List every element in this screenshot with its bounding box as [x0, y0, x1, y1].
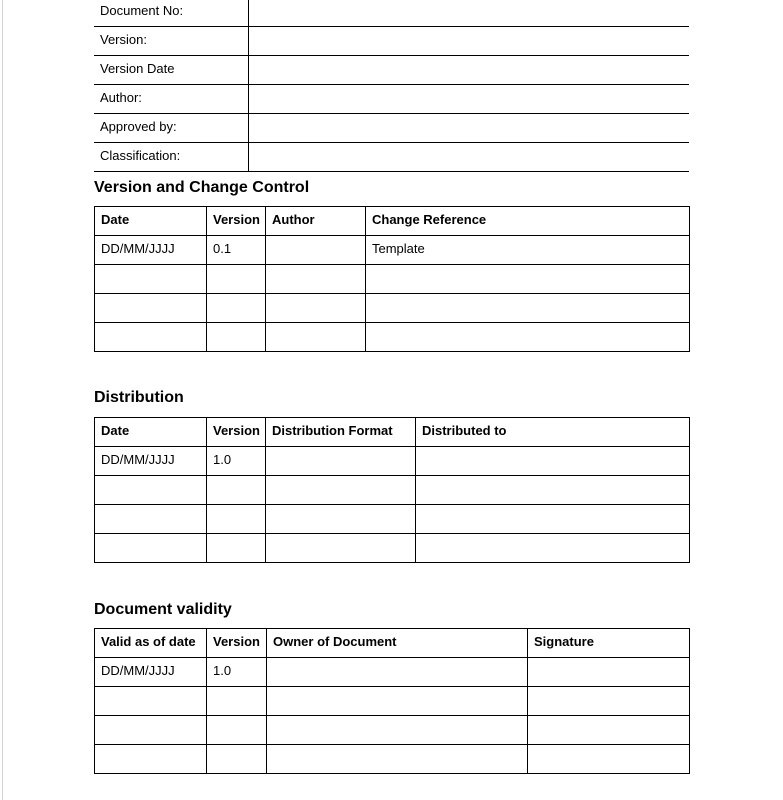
table-cell[interactable]: DD/MM/JJJJ [95, 447, 207, 476]
table-cell[interactable]: 1.0 [207, 447, 266, 476]
table-row [95, 716, 690, 745]
header-valid-as-of-date: Valid as of date [95, 629, 207, 658]
table-row [94, 143, 689, 172]
table-row [94, 85, 689, 114]
info-label-author: Author: [94, 85, 248, 114]
table-cell[interactable]: Template [366, 236, 690, 265]
table-cell[interactable] [266, 476, 416, 505]
table-cell[interactable] [95, 716, 207, 745]
header-version: Version [207, 629, 267, 658]
info-value-document-no[interactable] [248, 0, 689, 27]
table-cell[interactable] [95, 505, 207, 534]
header-change-reference: Change Reference [366, 207, 690, 236]
table-row [95, 323, 690, 352]
table-row [94, 27, 689, 56]
table-cell[interactable] [266, 505, 416, 534]
section-heading-distribution: Distribution [94, 389, 184, 406]
table-cell[interactable] [207, 323, 266, 352]
table-row [95, 505, 690, 534]
table-cell[interactable] [95, 476, 207, 505]
info-value-classification[interactable] [248, 143, 689, 172]
table-row [95, 447, 690, 476]
table-row [94, 0, 689, 27]
table-cell[interactable] [266, 294, 366, 323]
table-cell[interactable] [95, 265, 207, 294]
header-date: Date [95, 207, 207, 236]
header-distribution-format: Distribution Format [266, 418, 416, 447]
table-cell[interactable] [207, 294, 266, 323]
page-left-edge [2, 0, 3, 800]
document-info-table [94, 0, 689, 172]
table-cell[interactable] [416, 447, 690, 476]
table-cell[interactable] [207, 716, 267, 745]
table-row [95, 265, 690, 294]
table-cell[interactable]: DD/MM/JJJJ [95, 658, 207, 687]
table-row [94, 114, 689, 143]
table-row [95, 745, 690, 774]
table-cell[interactable] [95, 323, 207, 352]
table-cell[interactable] [266, 534, 416, 563]
table-cell[interactable] [266, 447, 416, 476]
table-row [95, 476, 690, 505]
table-cell[interactable] [416, 476, 690, 505]
table-cell[interactable] [95, 687, 207, 716]
table-cell[interactable] [267, 658, 528, 687]
table-cell[interactable] [266, 265, 366, 294]
table-cell[interactable] [366, 294, 690, 323]
info-value-version[interactable] [248, 27, 689, 56]
table-cell[interactable] [207, 745, 267, 774]
header-owner-of-document: Owner of Document [267, 629, 528, 658]
table-cell[interactable] [95, 534, 207, 563]
table-cell[interactable]: 1.0 [207, 658, 267, 687]
document-validity-table [94, 628, 690, 774]
header-author: Author [266, 207, 366, 236]
info-value-approved-by[interactable] [248, 114, 689, 143]
table-cell[interactable] [267, 687, 528, 716]
table-cell[interactable] [207, 476, 266, 505]
table-cell[interactable] [207, 265, 266, 294]
section-heading-validity: Document validity [94, 601, 232, 618]
table-cell[interactable] [207, 505, 266, 534]
version-control-table [94, 206, 690, 352]
table-cell[interactable] [267, 716, 528, 745]
table-row [95, 236, 690, 265]
info-label-document-no: Document No: [94, 0, 248, 27]
table-cell[interactable] [207, 687, 267, 716]
table-cell[interactable] [528, 658, 690, 687]
table-cell[interactable] [95, 745, 207, 774]
table-cell[interactable] [416, 505, 690, 534]
header-version: Version [207, 207, 266, 236]
distribution-table [94, 417, 690, 563]
header-distributed-to: Distributed to [416, 418, 690, 447]
info-value-author[interactable] [248, 85, 689, 114]
table-header-row [95, 418, 690, 447]
table-cell[interactable] [528, 716, 690, 745]
table-row [95, 534, 690, 563]
info-value-version-date[interactable] [248, 56, 689, 85]
table-cell[interactable] [416, 534, 690, 563]
info-label-version-date: Version Date [94, 56, 248, 85]
table-cell[interactable]: DD/MM/JJJJ [95, 236, 207, 265]
table-row [95, 687, 690, 716]
table-cell[interactable] [266, 236, 366, 265]
header-signature: Signature [528, 629, 690, 658]
table-row [94, 56, 689, 85]
header-version: Version [207, 418, 266, 447]
table-cell[interactable]: 0.1 [207, 236, 266, 265]
table-cell[interactable] [95, 294, 207, 323]
table-cell[interactable] [528, 687, 690, 716]
info-label-classification: Classification: [94, 143, 248, 172]
table-cell[interactable] [366, 323, 690, 352]
table-cell[interactable] [267, 745, 528, 774]
table-header-row [95, 207, 690, 236]
table-cell[interactable] [528, 745, 690, 774]
header-date: Date [95, 418, 207, 447]
section-heading-version-control: Version and Change Control [94, 179, 310, 196]
table-row [95, 294, 690, 323]
table-cell[interactable] [207, 534, 266, 563]
table-cell[interactable] [366, 265, 690, 294]
info-label-version: Version: [94, 27, 248, 56]
table-cell[interactable] [266, 323, 366, 352]
info-label-approved-by: Approved by: [94, 114, 248, 143]
table-row [95, 658, 690, 687]
table-header-row [95, 629, 690, 658]
